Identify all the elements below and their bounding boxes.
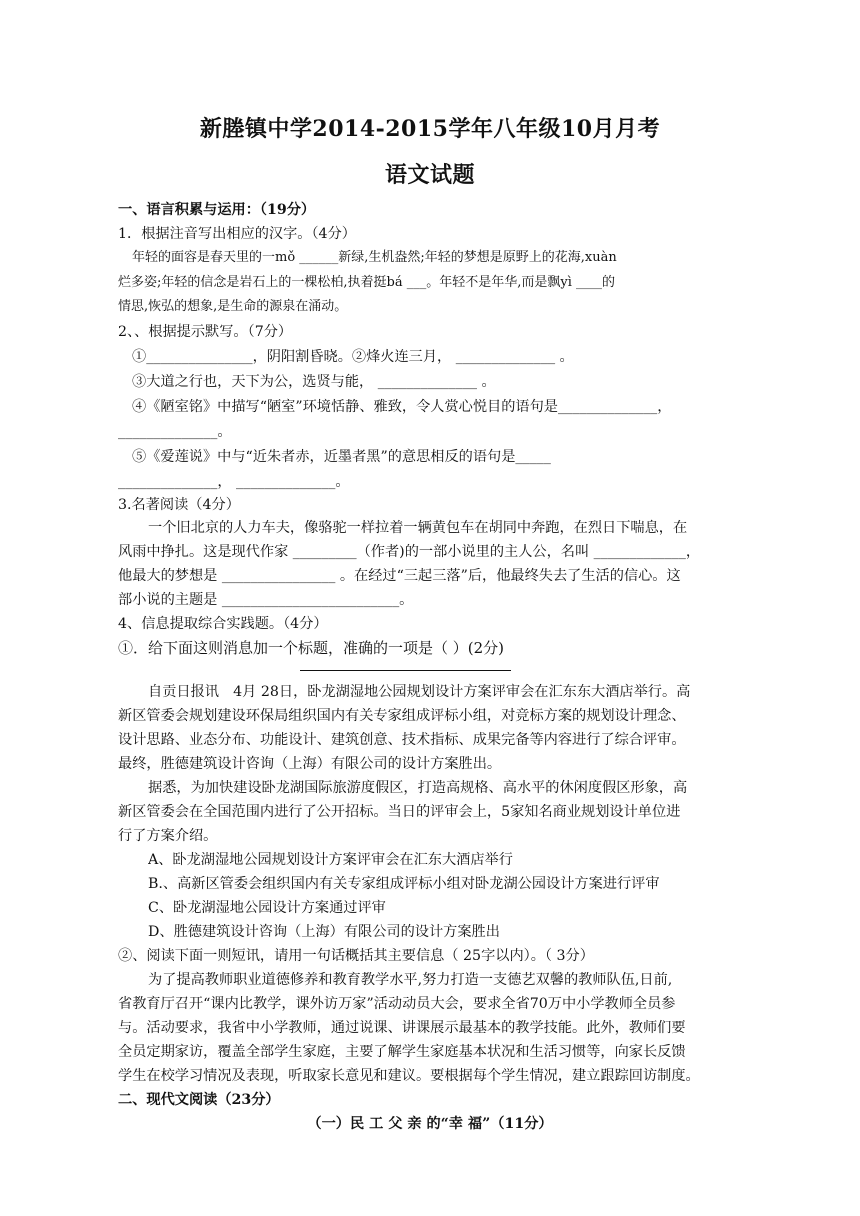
question-text: 年轻的面容是春天里的一mǒ ______新绿,生机盎然;年轻的梦想是原野上的花海,xuàn	[132, 250, 617, 265]
news-text: 全员定期家访，覆盖全部学生家庭，主要了解学生家庭基本状况和生活习惯等，向家长反馈	[118, 1044, 686, 1060]
dictation-item: ______________。	[118, 424, 232, 440]
dictation-item: ①_______________，阴阳割昏晓。②烽火连三月， ______________ 。	[132, 349, 574, 365]
dictation-item: ④《陋室铭》中描写“陋室”环境恬静、雅致，令人赏心悦目的语句是______________，	[132, 399, 672, 415]
news-text: 省教育厅召开“课内比教学，课外访万家”活动动员大会，要求全省70万中小学教师全员参	[118, 996, 676, 1012]
news-text: 自贡日报讯 4月 28日，卧龙湖湿地公园规划设计方案评审会在汇东东大酒店举行。高	[148, 684, 691, 700]
question-1: 1．根据注音写出相应的汉字。（4分）	[118, 226, 356, 242]
dictation-item: ③大道之行也，天下为公，选贤与能， ______________ 。	[132, 374, 496, 390]
section-heading: 一、语言积累与运用：（19分）	[118, 202, 316, 218]
exam-title: 新塍镇中学2014-2015学年八年级10月月考	[199, 116, 661, 142]
news-text: 新区管委会在全国范围内进行了公开招标。当日的评审会上，5家知名商业规划设计单位进	[118, 804, 681, 820]
news-text: 设计思路、业态分布、功能设计、建筑创意、技术指标、成果完备等内容进行了综合评审。	[118, 732, 686, 748]
news-text: 最终，胜德建筑设计咨询（上海）有限公司的设计方案胜出。	[118, 756, 502, 772]
title-answer-line	[300, 670, 511, 671]
option-a: A、卧龙湖湿地公园规划设计方案评审会在汇东大酒店举行	[148, 852, 513, 868]
question-text: 他最大的梦想是 ________________ 。在经过“三起三落”后，他最终失去了生活的信心。这	[118, 568, 681, 584]
question-4: 4、信息提取综合实践题。（4分）	[118, 616, 328, 632]
question-text: 情思,恢弘的想象,是生命的源泉在涌动。	[118, 299, 348, 314]
exam-subtitle: 语文试题	[384, 162, 475, 188]
option-c: C、卧龙湖湿地公园设计方案通过评审	[148, 900, 386, 916]
article-title: （一）民 工 父 亲 的“幸 福”（11分）	[307, 1116, 553, 1132]
news-text: 学生在校学习情况及表现，听取家长意见和建议。要根据每个学生情况，建立跟踪回访制度。	[118, 1068, 700, 1084]
question-3: 3.名著阅读（4分）	[118, 497, 240, 513]
question-text: 风雨中挣扎。这是现代作家 _________（作者)的一部小说里的主人公，名叫 _____________，	[118, 544, 701, 560]
question-text: 烂多姿;年轻的信念是岩石上的一棵松柏,执着挺bá ___。年轻不是年华,而是飘yì ____的	[118, 275, 615, 290]
question-text: 部小说的主题是 _________________________。	[118, 592, 414, 608]
question-2: 2、、根据提示默写。（7分）	[118, 324, 293, 340]
news-text: 新区管委会规划建设环保局组织国内有关专家组成评标小组，对竞标方案的规划设计理念、	[118, 708, 686, 724]
news-text: 据悉，为加快建设卧龙湖国际旅游度假区，打造高规格、高水平的休闲度假区形象，高	[148, 780, 688, 796]
news-text: 行了方案介绍。	[118, 828, 218, 844]
dictation-item: ⑤《爱莲说》中与“近朱者赤，近墨者黑”的意思相反的语句是_____	[132, 449, 551, 465]
news-text: 为了提高教师职业道德修养和教育教学水平,努力打造一支德艺双馨的教师队伍,日前,	[148, 972, 673, 988]
question-text: 一个旧北京的人力车夫，像骆驼一样拉着一辆黄包车在胡同中奔跑，在烈日下喘息，在	[148, 520, 688, 536]
option-b: B.、高新区管委会组织国内有关专家组成评标小组对卧龙湖公园设计方案进行评审	[148, 876, 660, 892]
section-heading: 二、现代文阅读（23分）	[118, 1092, 280, 1108]
question-4-1: ①．给下面这则消息加一个标题，准确的一项是（ ）(2分)	[118, 639, 505, 657]
dictation-item: ______________， ______________。	[118, 474, 350, 490]
option-d: D、胜德建筑设计咨询（上海）有限公司的设计方案胜出	[148, 924, 500, 940]
news-text: 与。活动要求，我省中小学教师，通过说课、讲课展示最基本的教学技能。此外，教师们要	[118, 1020, 686, 1036]
question-4-2: ②、阅读下面一则短讯，请用一句话概括其主要信息（ 25字以内）。（ 3分）	[118, 948, 594, 964]
